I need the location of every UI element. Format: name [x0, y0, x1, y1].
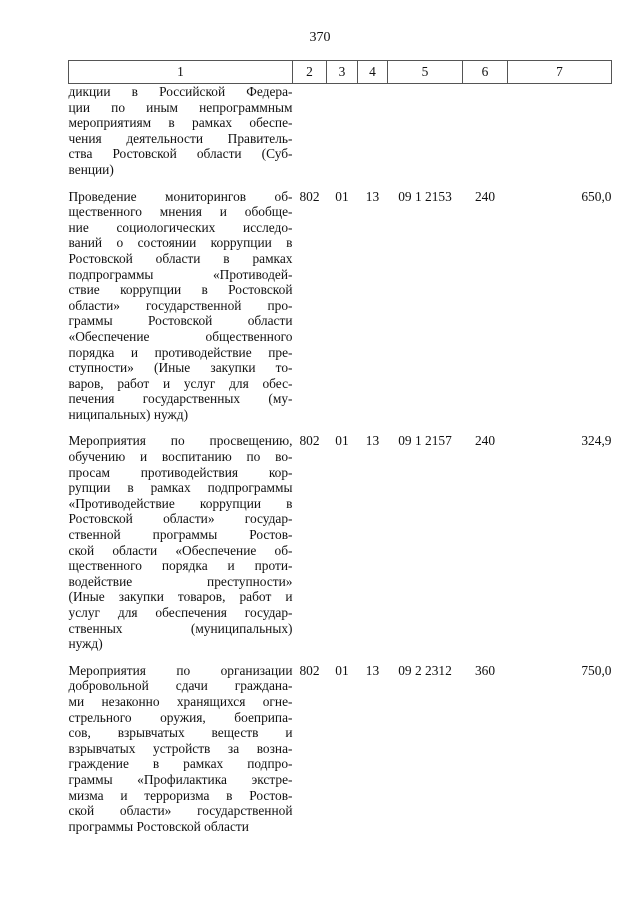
- description-line: подпрограммы «Противодей-: [68, 266, 293, 282]
- cell-expense-type: 240: [474, 433, 496, 449]
- description-line: ступности» (Иные закупки то-: [68, 360, 293, 376]
- cell-ministry: 802: [299, 662, 320, 678]
- description-line: граммы «Профилактика экстре-: [68, 771, 293, 787]
- description-line: Мероприятия по организации: [68, 662, 293, 678]
- table-row: [69, 652, 612, 835]
- description-line: услуг для обеспечения государ-: [68, 605, 293, 620]
- cell-subsection: [358, 84, 388, 178]
- cell-subsection: 13: [365, 433, 380, 449]
- header-col-2: 2: [293, 61, 327, 84]
- description-line: мероприятиям в рамках обеспе-: [68, 115, 293, 131]
- description-line: программы Ростовской области: [68, 818, 249, 834]
- cell-ministry: 802: [299, 433, 320, 449]
- description-line: ства Ростовской области (Суб-: [68, 146, 293, 162]
- header-col-5: 5: [388, 61, 463, 84]
- description-line: взрывчатых устройств за возна-: [68, 740, 293, 756]
- row-description: [69, 178, 293, 423]
- header-col-1: 1: [69, 61, 293, 84]
- description-line: просам противодействия кор-: [68, 464, 293, 480]
- description-line: ствие коррупции в Ростовской: [68, 282, 293, 298]
- cell-subsection: 13: [365, 188, 380, 204]
- row-description: [69, 84, 293, 178]
- header-col-6: 6: [463, 61, 508, 84]
- cell-amount: 750,0: [581, 662, 612, 678]
- cell-target-article: 09 2 2312: [398, 662, 452, 678]
- cell-amount: 650,0: [581, 188, 612, 204]
- description-line: рупции в рамках подпрограммы: [68, 480, 293, 496]
- description-line: «Обеспечение общественного: [68, 328, 293, 344]
- description-line: ственных (муниципальных): [68, 620, 293, 636]
- description-line: Ростовской области» государ-: [68, 511, 293, 527]
- description-line: ваний о состоянии коррупции в: [68, 235, 293, 251]
- description-line: обучению и воспитанию по во-: [68, 449, 293, 465]
- budget-table: [68, 60, 612, 834]
- description-line: ции по иным непрограммным: [68, 99, 293, 115]
- description-line: нужд): [68, 636, 103, 652]
- row-description: [69, 652, 293, 835]
- page-number: 370: [309, 30, 331, 45]
- description-line: порядка и противодействие пре-: [68, 344, 293, 360]
- description-line: сов, взрывчатых веществ и: [68, 725, 293, 741]
- cell-expense-type: 360: [474, 662, 496, 678]
- cell-expense-type: [463, 84, 508, 178]
- description-line: граждение в рамках подпро-: [68, 756, 293, 772]
- cell-ministry: [293, 84, 327, 178]
- header-col-3: 3: [327, 61, 358, 84]
- description-line: мизма и терроризма в Ростов-: [68, 787, 293, 803]
- description-line: варов, работ и услуг для обес-: [68, 375, 293, 391]
- header-col-7: 7: [508, 61, 612, 84]
- description-line: области» государственной про-: [68, 297, 293, 313]
- cell-amount: 324,9: [581, 433, 612, 449]
- description-line: Мероприятия по просвещению,: [68, 433, 293, 449]
- row-description: [69, 422, 293, 651]
- description-line: ми незаконно хранящихся огне-: [68, 693, 293, 709]
- cell-expense-type: 240: [474, 188, 496, 204]
- description-line: печения государственных (му-: [68, 391, 293, 407]
- description-line: ственной программы Ростов-: [68, 527, 293, 543]
- description-line: добровольной сдачи граждана-: [68, 678, 293, 694]
- description-line: ниципальных) нужд): [68, 406, 189, 422]
- cell-section: [327, 84, 358, 178]
- description-line: чения деятельности Правитель-: [68, 130, 293, 146]
- description-line: «Противодействие коррупции в: [68, 495, 293, 511]
- header-col-4: 4: [358, 61, 388, 84]
- description-line: ской области «Обеспечение об-: [68, 542, 293, 558]
- table-row: [69, 84, 612, 178]
- description-line: щественного порядка и проти-: [68, 558, 293, 574]
- cell-section: 01: [335, 433, 349, 449]
- cell-subsection: 13: [365, 662, 380, 678]
- description-line: граммы Ростовской области: [68, 313, 293, 329]
- description-line: ние социологических исследо-: [68, 219, 293, 235]
- cell-target-article: 09 1 2157: [398, 433, 452, 449]
- cell-target-article: [388, 84, 463, 178]
- description-line: стрельного оружия, боеприпа-: [68, 709, 293, 725]
- cell-target-article: 09 1 2153: [398, 188, 452, 204]
- header-row: [69, 61, 612, 84]
- description-line: щественного мнения и обобще-: [68, 204, 293, 220]
- cell-amount: [508, 84, 612, 178]
- table-row: [69, 422, 612, 651]
- description-line: водействие преступности»: [68, 573, 293, 589]
- description-line: венции): [68, 161, 114, 177]
- cell-ministry: 802: [299, 188, 320, 204]
- description-line: Проведение мониторингов об-: [68, 188, 293, 204]
- description-line: дикции в Российской Федера-: [68, 84, 293, 99]
- cell-section: 01: [335, 188, 349, 204]
- description-line: Ростовской области в рамках: [68, 250, 293, 266]
- table-row: [69, 178, 612, 423]
- cell-section: 01: [335, 662, 349, 678]
- description-line: (Иные закупки товаров, работ и: [68, 589, 293, 605]
- description-line: ской области» государственной: [68, 803, 293, 819]
